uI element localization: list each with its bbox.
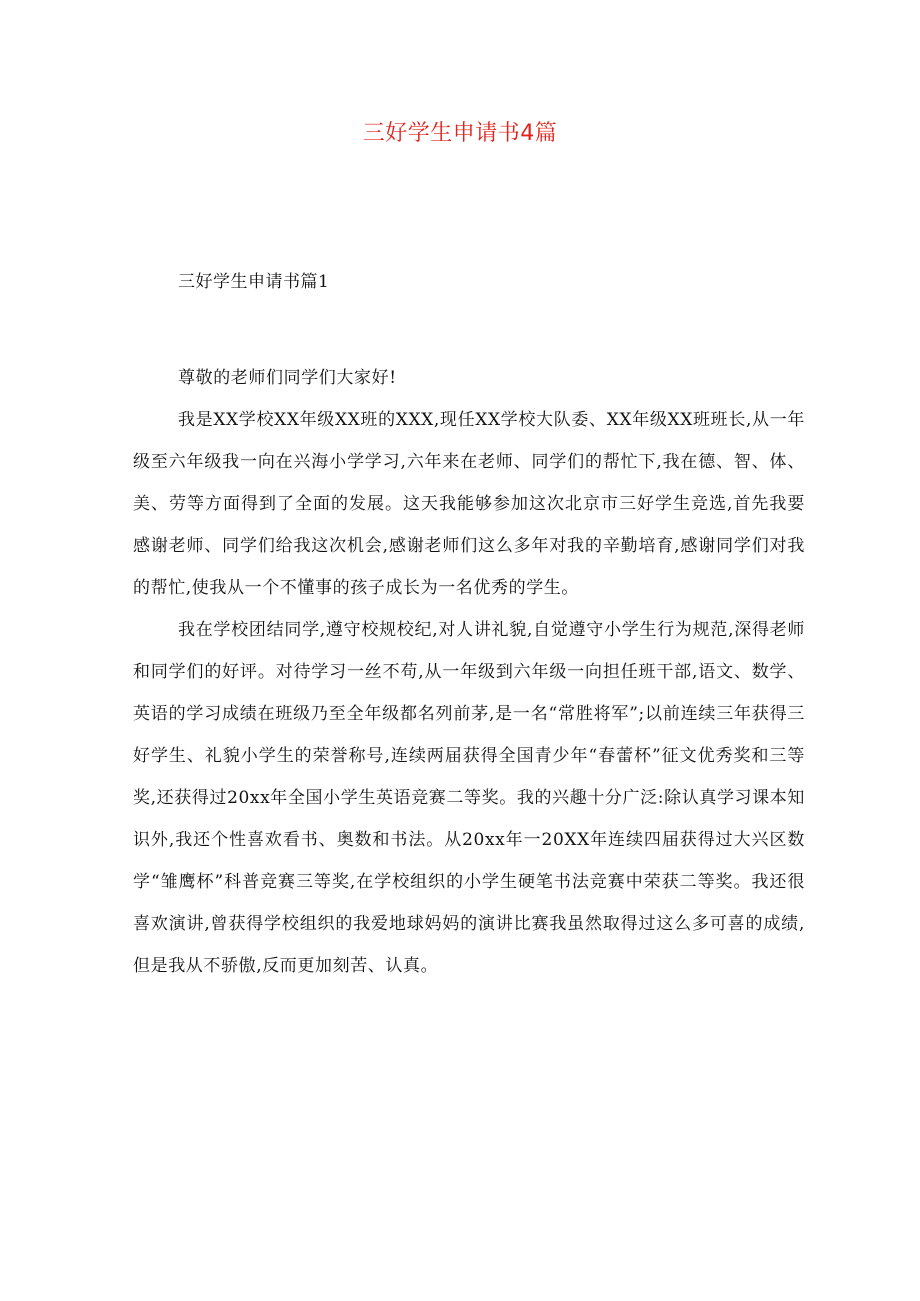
greeting-paragraph: 尊敬的老师们同学们大家好! [178, 368, 397, 388]
document-title: 三好学生申请书4篇 [362, 121, 558, 146]
body-paragraph: 我是XX学校XX年级XX班的XXX,现任XX学校大队委、XX年级XX班班长,从一年级至六年级我一向在兴海小学学习,六年来在老师、同学们的帮忙下,我在德、智、体、美、劳等方面得到了全面的发展。这天我能够参加这次北京市三好学生竞选,首先我要感谢老师、同学们给我这次机会,感谢老师们这么多年对我的辛勤培育,感谢同学们对我的帮忙,使我从一个不懂事的孩子成长为一名优秀的学生。 [133, 410, 805, 598]
document-body [133, 357, 805, 987]
section-heading: 三好学生申请书篇1 [178, 272, 330, 292]
body-paragraph: 我在学校团结同学,遵守校规校纪,对人讲礼貌,自觉遵守小学生行为规范,深得老师和同学们的好评。对待学习一丝不苟,从一年级到六年级一向担任班干部,语文、数学、英语的学习成绩在班级乃至全年级都名列前茅,是一名“常胜将军”;以前连续三年获得三好学生、礼貌小学生的荣誉称号,连续两届获得全国青少年“春蕾杯”征文优秀奖和三等奖,还获得过20xx年全国小学生英语竞赛二等奖。我的兴趣十分广泛:除认真学习课本知识外,我还个性喜欢看书、奥数和书法。从20xx年一20XX年连续四届获得过大兴区数学“雏鹰杯”科普竞赛三等奖,在学校组织的小学生硬笔书法竞赛中荣获二等奖。我还很喜欢演讲,曾获得学校组织的我爱地球妈妈的演讲比赛我虽然取得过这么多可喜的成绩,但是我从不骄傲,反而更加刻苦、认真。 [133, 620, 805, 976]
